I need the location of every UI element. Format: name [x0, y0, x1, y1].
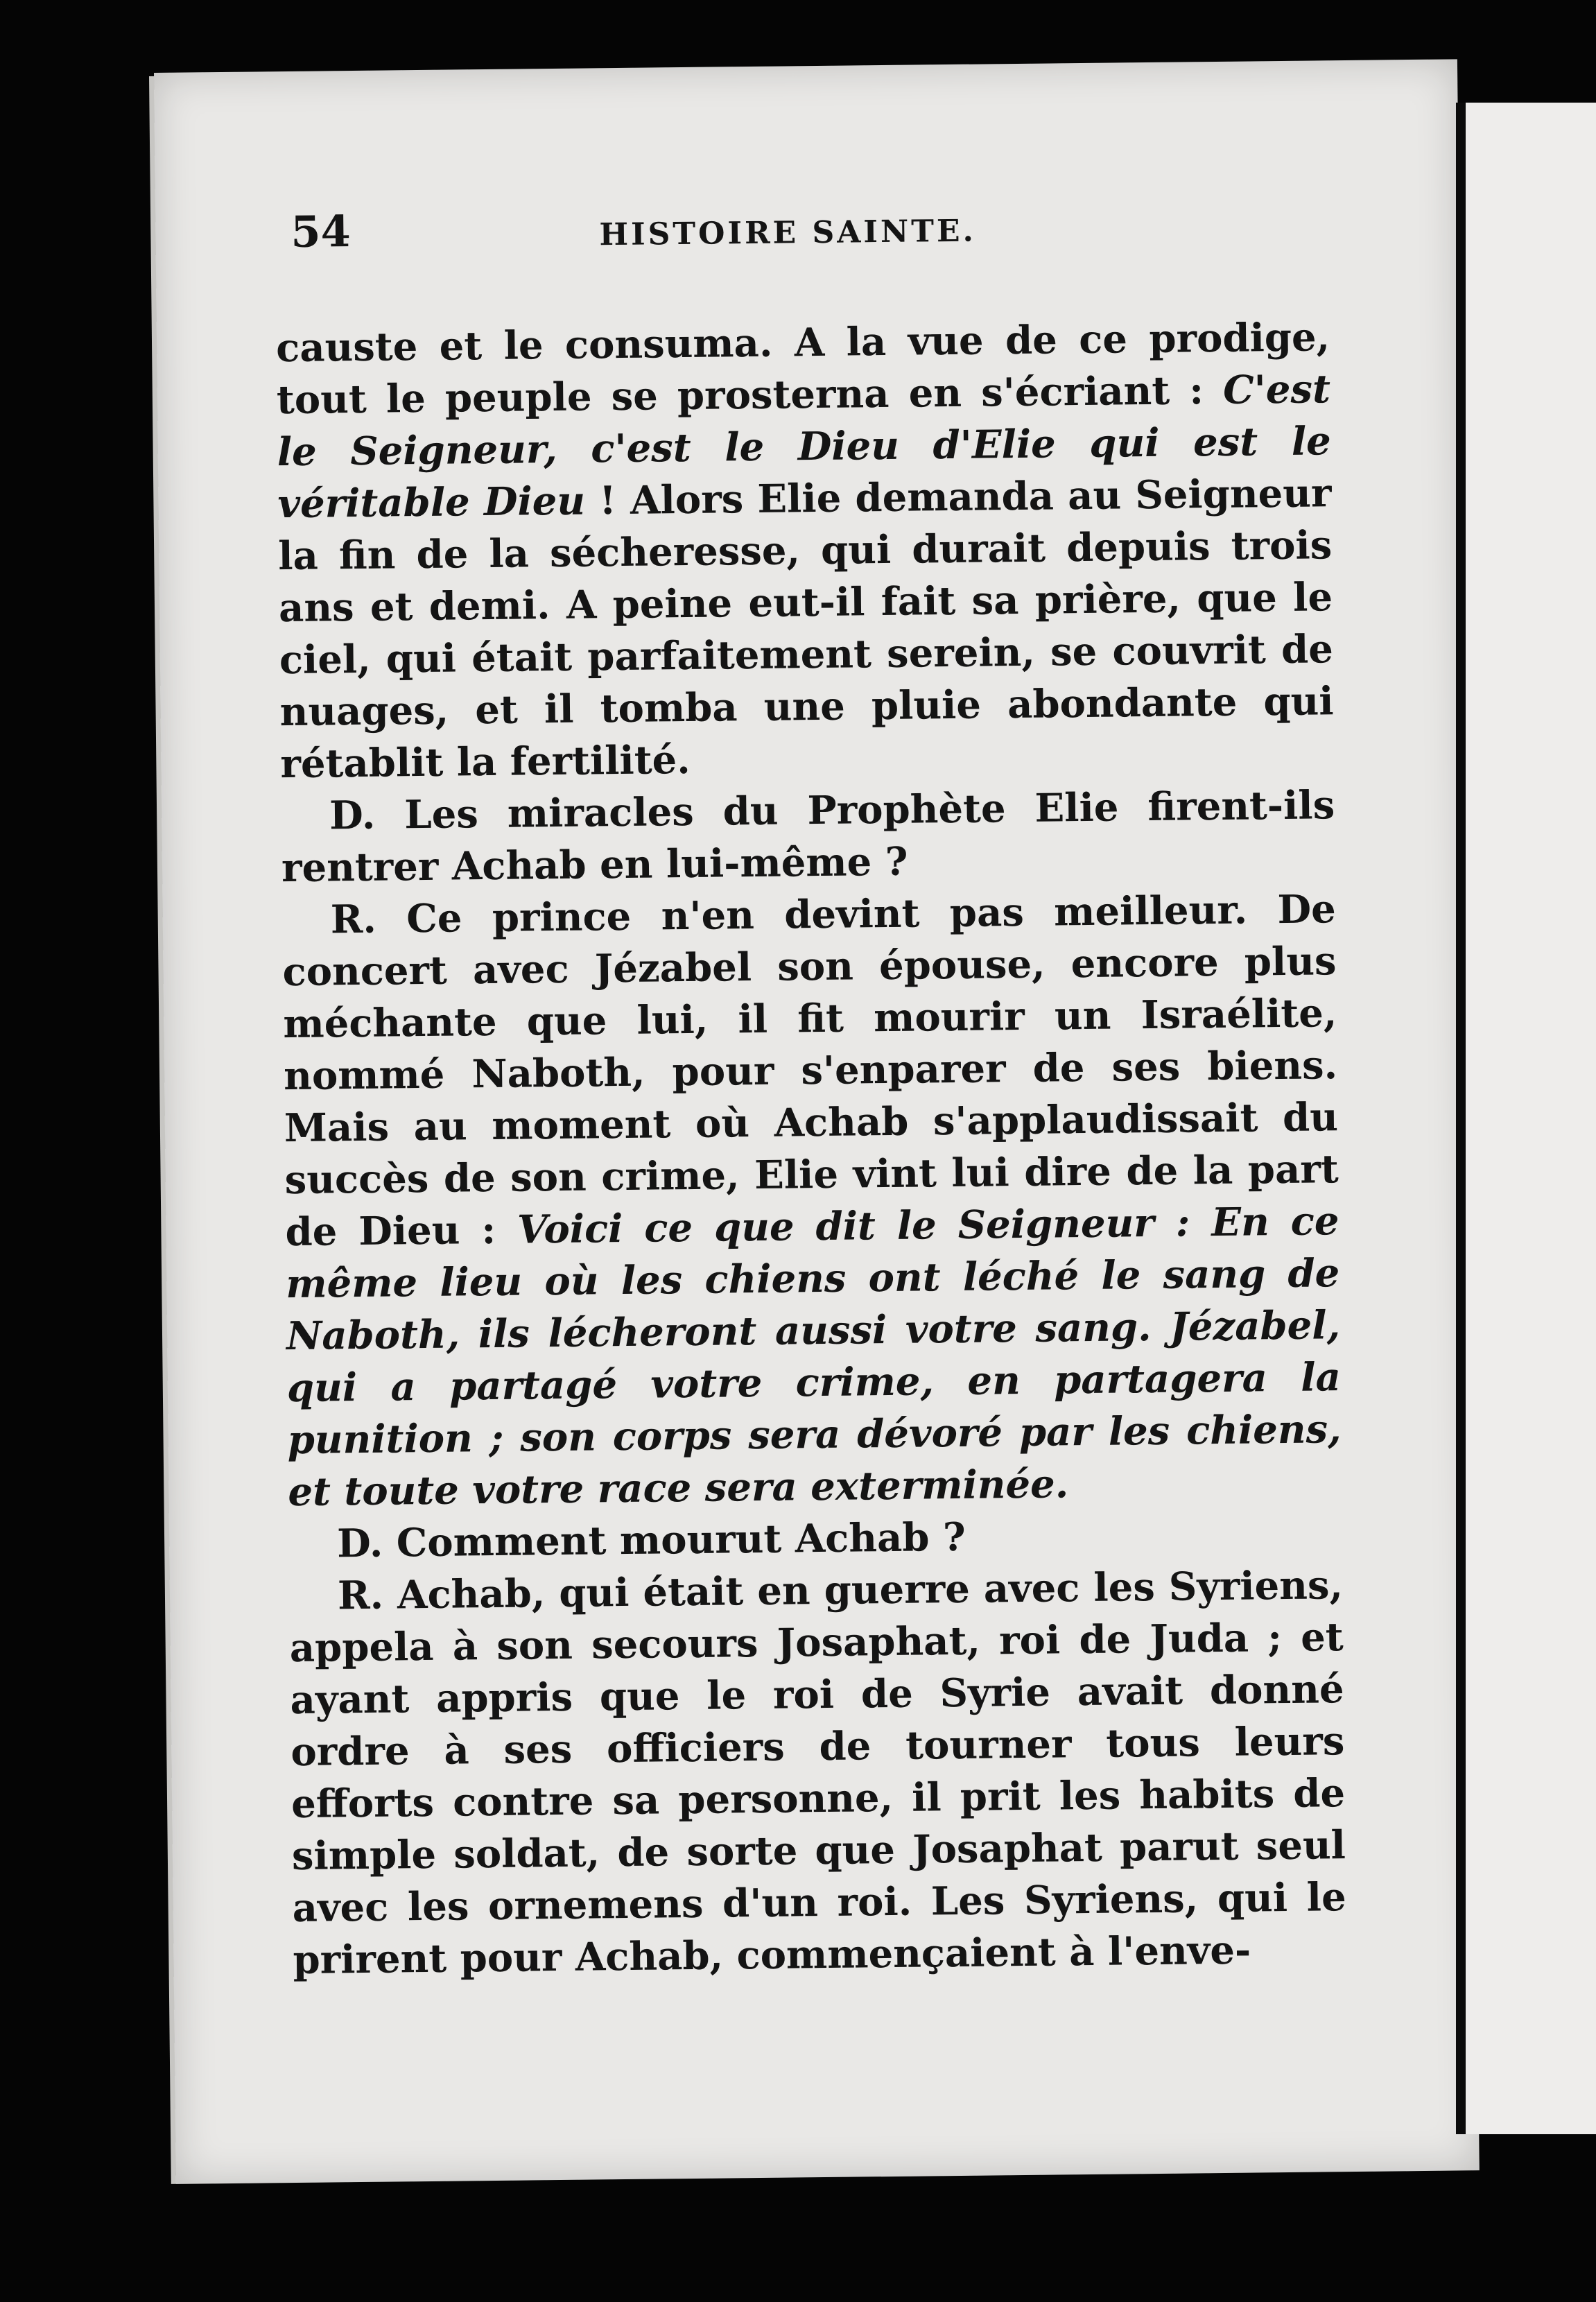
answer-label: R.: [330, 896, 377, 943]
question-paragraph: [281, 779, 1335, 894]
answer-label: R.: [337, 1572, 384, 1619]
italic-quote: Voici ce que dit le Seigneur : En ce même lieu où les chiens ont léché le sang de Naboth, ils lécheront aussi votre sang. Jézabel, qui a partagé votre crime, en partagera la punition ; son corps sera dévoré par les chiens, et toute votre race sera exterminée.: [285, 1198, 1342, 1516]
page-header: [290, 197, 1206, 269]
question-label: D.: [336, 1520, 383, 1567]
paragraph-continuation: [276, 311, 1335, 790]
page-sheet: [154, 59, 1480, 2184]
body-text: [276, 311, 1347, 1987]
answer-paragraph: [281, 883, 1342, 1518]
answer-text: Achab, qui était en guerre avec les Syriens, appela à son secours Josaphat, roi de Juda ; et ayant appris que le roi de Syrie avait donné ordre à ses officiers de tourner tous leurs efforts contre sa personne, il prit les habits de simple soldat, de sorte que Josaphat parut seul avec les ornemens d'un roi. Les Syriens, qui le prirent pour Achab, commençaient à l'enve-: [289, 1562, 1346, 1984]
facing-page-edge: [1456, 103, 1596, 2134]
paragraph-text: ! Alors Elie demanda au Seigneur la fin de la sécheresse, qui durait depuis trois ans et demi. A peine eut-il fait sa prière, que le ciel, qui était parfaitement serein, se couvrit de nuages, et il tomba une pluie abondante qui rétablit la fertilité.: [277, 470, 1334, 788]
paragraph-text: causte et le consuma. A la vue de ce prodige, tout le peuple se prosterna en s'écriant :: [275, 314, 1330, 424]
answer-text: Ce prince n'en devint pas meilleur. De concert avec Jézabel son épouse, encore plus méchante que lui, il fit mourir un Israélite, nommé Naboth, pour s'enparer de ses biens. Mais au moment où Achab s'applaudissait du succès de son crime, Elie vint lui dire de la part de Dieu :: [282, 886, 1339, 1256]
question-text: Comment mourut Achab ?: [382, 1514, 966, 1566]
answer-paragraph: [289, 1559, 1347, 1987]
question-text: Les miracles du Prophète Elie firent-ils rentrer Achab en lui-même ?: [281, 782, 1335, 892]
question-label: D.: [329, 792, 376, 839]
page-number: 54: [290, 206, 352, 257]
running-head: HISTOIRE SAINTE.: [599, 213, 977, 253]
italic-quote: C'est le Seigneur, c'est le Dieu d'Elie qui est le véritable Dieu: [277, 366, 1332, 528]
